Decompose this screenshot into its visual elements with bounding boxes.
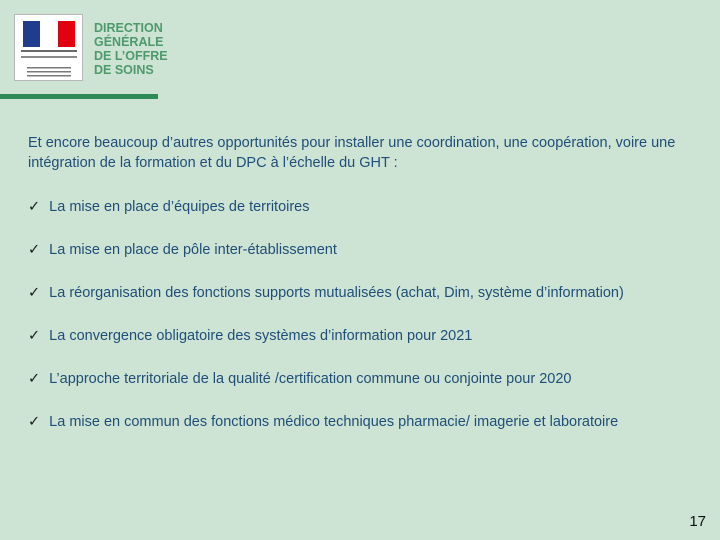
list-item — [28, 370, 571, 388]
checkmark-icon: ✓ — [28, 371, 41, 387]
ministry-name-lines — [27, 67, 71, 77]
list-item — [28, 413, 618, 431]
republic-line — [21, 56, 77, 58]
list-item — [28, 327, 472, 345]
dgos-line: DIRECTION — [94, 21, 163, 35]
dgos-logo-text — [94, 21, 168, 77]
list-item-text: La réorganisation des fonctions supports mutualisées (achat, Dim, système d’information) — [49, 285, 624, 301]
dgos-line: DE L’OFFRE — [94, 49, 168, 63]
list-item — [28, 241, 337, 259]
header-divider — [0, 94, 158, 99]
checkmark-icon: ✓ — [28, 414, 41, 430]
list-item-text: La mise en place de pôle inter-établissement — [49, 242, 337, 258]
marianne-flag-icon — [23, 21, 75, 47]
list-item-text: La mise en commun des fonctions médico techniques pharmacie/ imagerie et laboratoire — [49, 414, 619, 430]
dgos-line: DE SOINS — [94, 63, 154, 77]
checkmark-icon: ✓ — [28, 199, 41, 215]
checkmark-icon: ✓ — [28, 285, 41, 301]
checkmark-icon: ✓ — [28, 328, 41, 344]
motto-line — [21, 50, 77, 52]
ministry-logo — [14, 14, 83, 81]
checkmark-icon: ✓ — [28, 242, 41, 258]
page-number: 17 — [689, 513, 706, 530]
intro-paragraph: Et encore beaucoup d’autres opportunités pour installer une coordination, une coopération, voire une intégration de la formation et du DPC à l’échelle du GHT : — [28, 135, 676, 171]
dgos-line: GÉNÉRALE — [94, 35, 164, 49]
list-item-text: La convergence obligatoire des systèmes d’information pour 2021 — [49, 328, 473, 344]
list-item — [28, 284, 624, 302]
list-item-text: La mise en place d’équipes de territoires — [49, 199, 310, 215]
list-item — [28, 198, 310, 216]
list-item-text: L’approche territoriale de la qualité /certification commune ou conjointe pour 2020 — [49, 371, 572, 387]
